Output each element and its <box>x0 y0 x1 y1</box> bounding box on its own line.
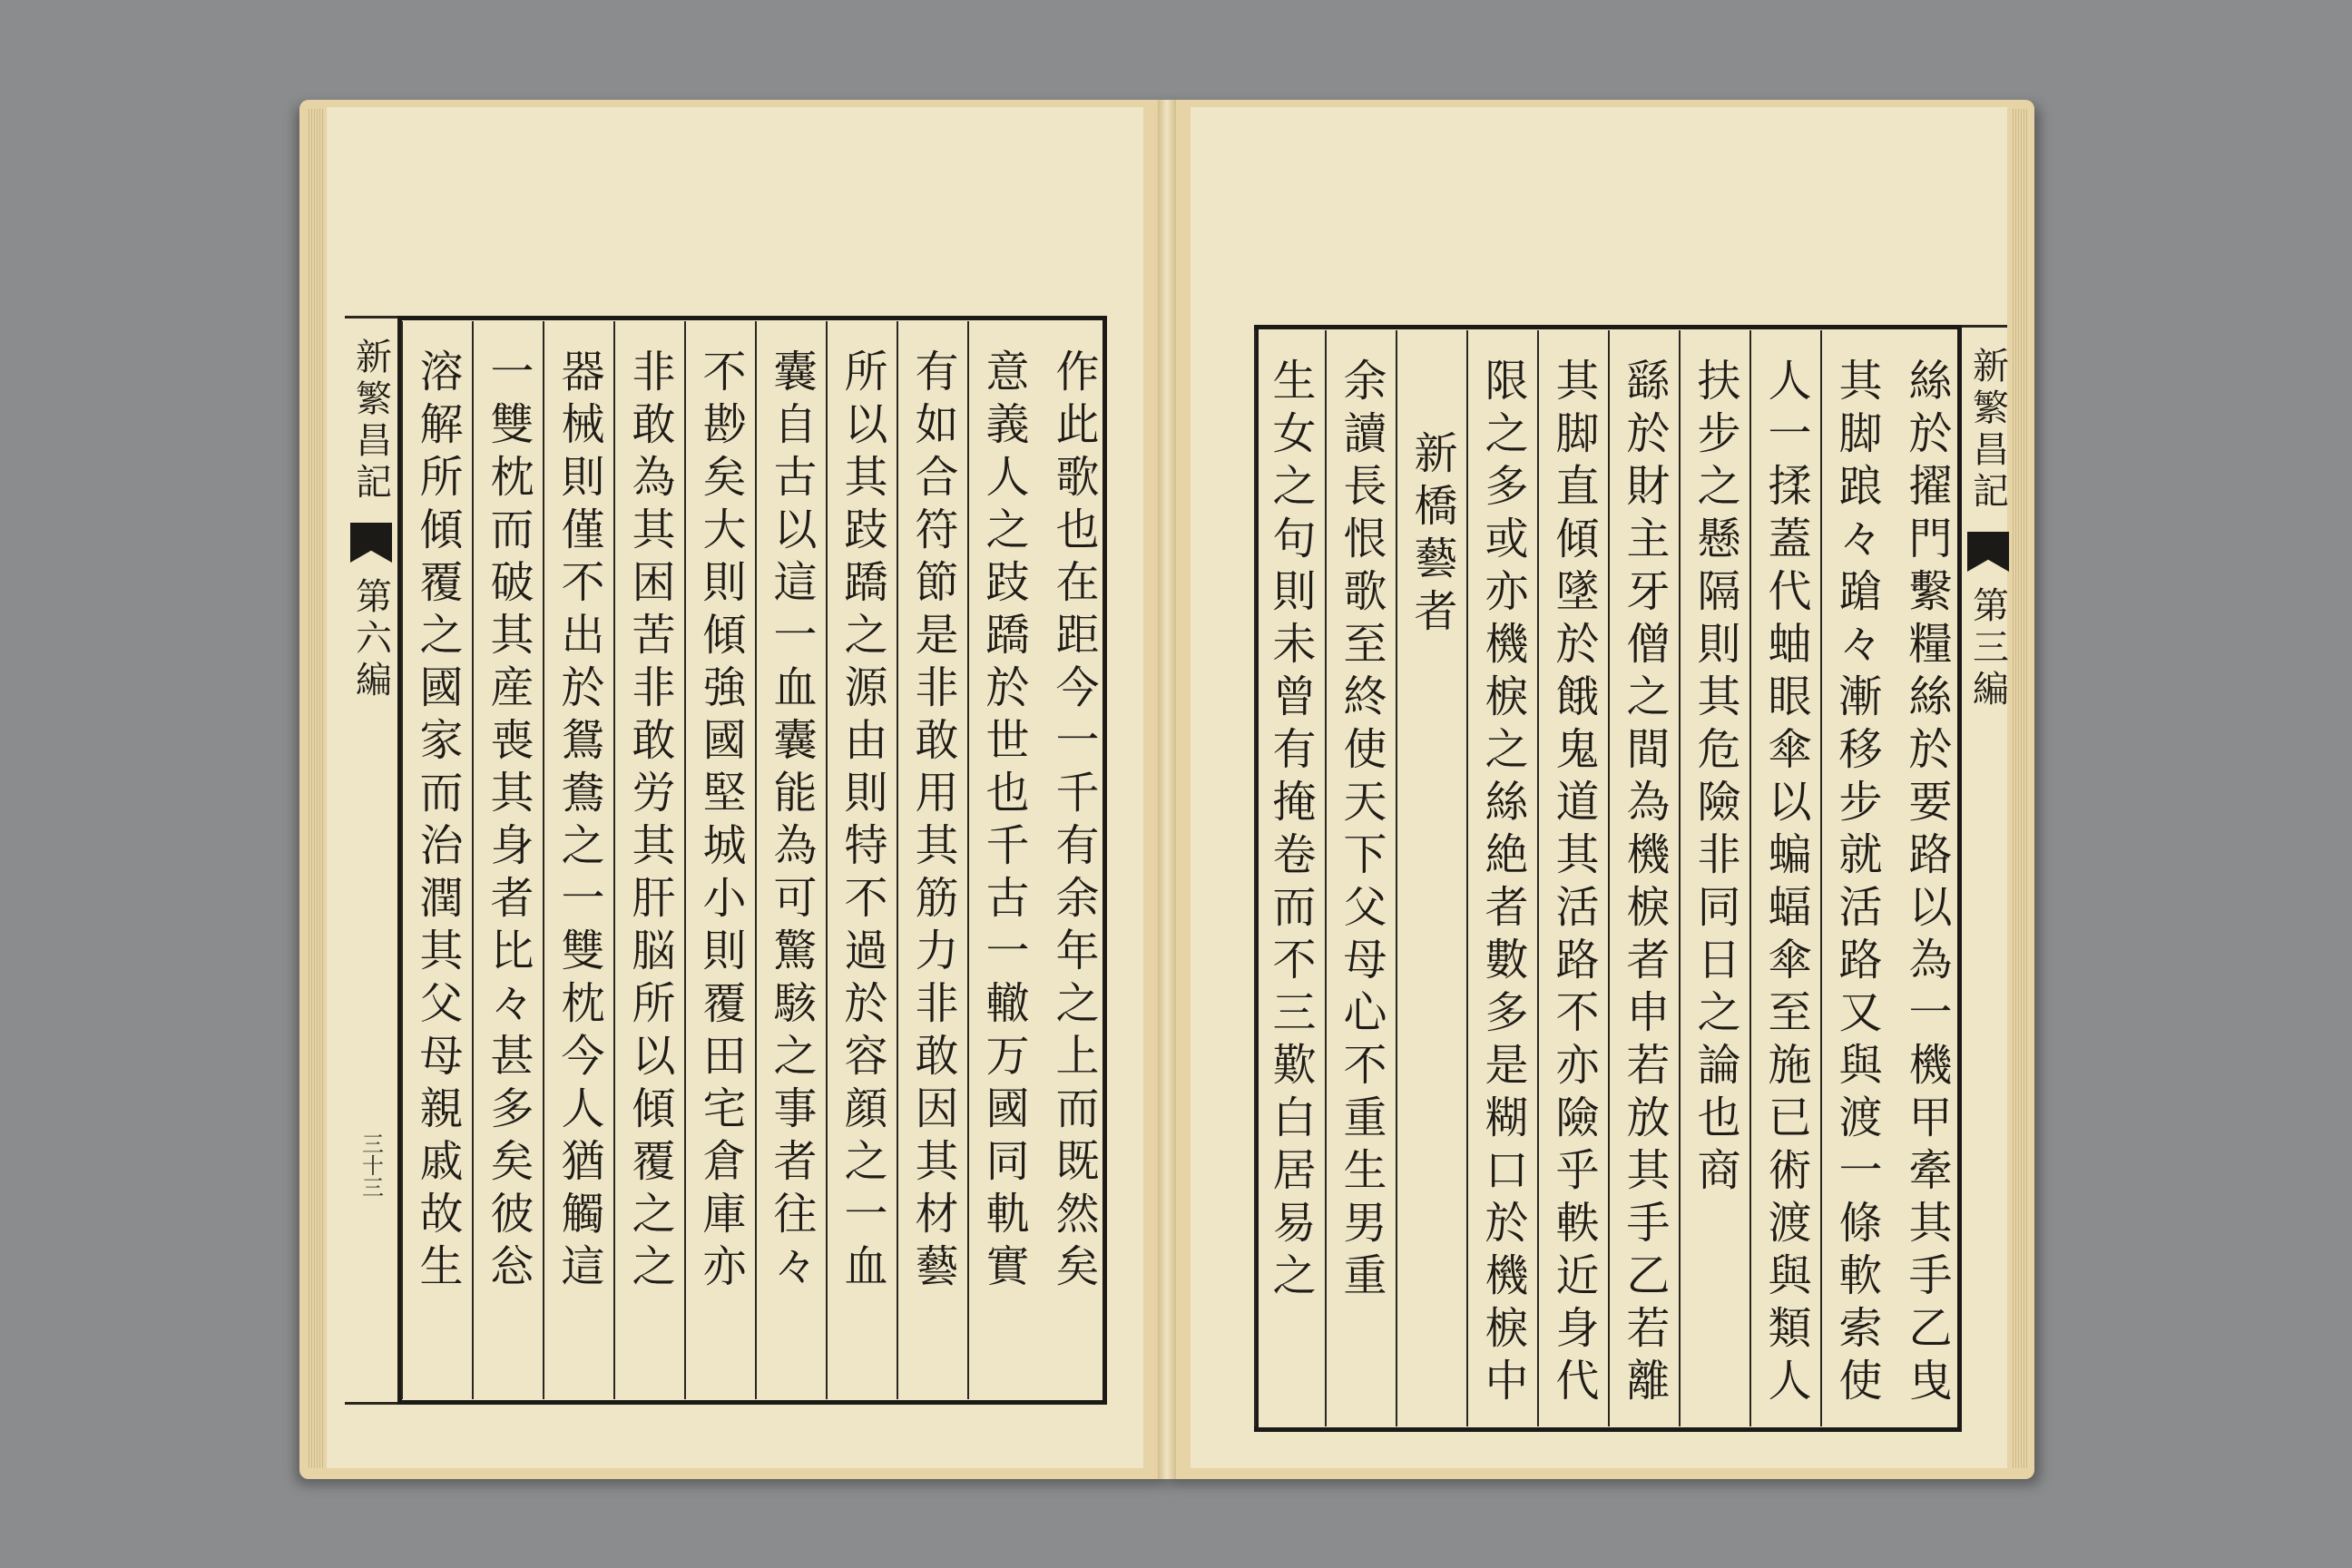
left-column-text: 非敢為其困苦非敢労其肝脳所以傾覆之之 <box>624 348 675 1296</box>
right-margin-chapter: 第三編 <box>1966 586 2009 711</box>
right-column <box>1396 330 1466 1426</box>
left-margin-chapter: 第六編 <box>349 577 392 702</box>
left-page-number: 三十三 <box>358 1132 384 1198</box>
left-text-columns <box>401 321 1109 1399</box>
page-edges-left <box>307 109 323 1468</box>
left-column <box>401 321 472 1399</box>
left-column-text: 囊自古以這一血囊能為可驚駭之事者往々 <box>766 348 817 1296</box>
left-column <box>684 321 755 1399</box>
left-column <box>967 321 1038 1399</box>
left-column <box>755 321 826 1399</box>
fishtail-mark-icon <box>350 523 392 563</box>
left-page <box>327 107 1143 1468</box>
right-column <box>1608 330 1679 1426</box>
left-column-text: 意義人之跂蹻於世也千古一轍万國同軌實 <box>978 348 1029 1296</box>
left-column <box>613 321 684 1399</box>
right-column-text: 絲於擢門繫糧絲於要路以為一機甲牽其手乙曳 <box>1901 358 1952 1410</box>
right-column-text: 余讀長恨歌至終使天下父母心不重生男重 <box>1336 358 1387 1305</box>
right-column-text: 人一揉蓋代蚰眼傘以蝙蝠傘至施已術渡與類人 <box>1760 358 1811 1410</box>
right-column-text: 其脚直傾墜於餓鬼道其活路不亦險乎軼近身代 <box>1548 358 1599 1410</box>
right-column-text: 扶步之懸隔則其危險非同日之論也商 <box>1690 358 1740 1200</box>
left-column-text: 一雙枕而破其産喪其身者比々甚多矣彼忩 <box>483 348 534 1296</box>
left-column-text: 溶解所傾覆之國家而治潤其父母親戚故生 <box>412 348 463 1296</box>
left-column-text: 不尠矣大則傾強國堅城小則覆田宅倉庫亦 <box>695 348 746 1296</box>
left-column-text: 所以其跂蹻之源由則特不過於容顔之一血 <box>837 348 887 1296</box>
fishtail-mark-icon <box>1967 532 2009 572</box>
left-column-text: 有如合符節是非敢用其筋力非敢因其材藝 <box>907 348 958 1296</box>
left-margin-strip <box>345 316 397 1405</box>
left-margin-title: 新繁昌記 <box>349 338 392 505</box>
right-column <box>1466 330 1537 1426</box>
right-column <box>1254 330 1325 1426</box>
left-print-block <box>345 316 1107 1405</box>
right-column-text: 限之多或亦機棙之絲絶者數多是糊口於機棙中 <box>1477 358 1528 1410</box>
right-page <box>1191 107 2007 1468</box>
left-column <box>826 321 897 1399</box>
left-column <box>472 321 543 1399</box>
right-text-columns <box>1256 330 1962 1426</box>
left-column <box>897 321 967 1399</box>
right-margin-title: 新繁昌記 <box>1966 347 2009 514</box>
right-column <box>1891 330 1962 1426</box>
right-margin-strip <box>1962 325 2014 1432</box>
left-column <box>1038 321 1109 1399</box>
right-column <box>1679 330 1749 1426</box>
right-column-text: 繇於財主牙僧之間為機棙者申若放其手乙若離 <box>1619 358 1670 1410</box>
left-column <box>543 321 613 1399</box>
book-gutter <box>1158 100 1176 1479</box>
right-column <box>1325 330 1396 1426</box>
right-column <box>1820 330 1891 1426</box>
left-column-text: 器械則僅不出於鴛鴦之一雙枕今人猶觸這 <box>554 348 604 1296</box>
right-column <box>1537 330 1608 1426</box>
right-print-block <box>1254 325 2007 1432</box>
right-column <box>1749 330 1820 1426</box>
right-column-heading: 新橋藝者 <box>1406 430 1457 641</box>
right-column-text: 生女之句則未曾有掩卷而不三歎白居易之 <box>1265 358 1316 1305</box>
open-book <box>299 100 2034 1479</box>
left-column-text: 作此歌也在距今一千有余年之上而既然矣 <box>1048 348 1099 1296</box>
right-column-text: 其脚踉々蹌々漸移步就活路又與渡一條軟索使 <box>1831 358 1882 1410</box>
